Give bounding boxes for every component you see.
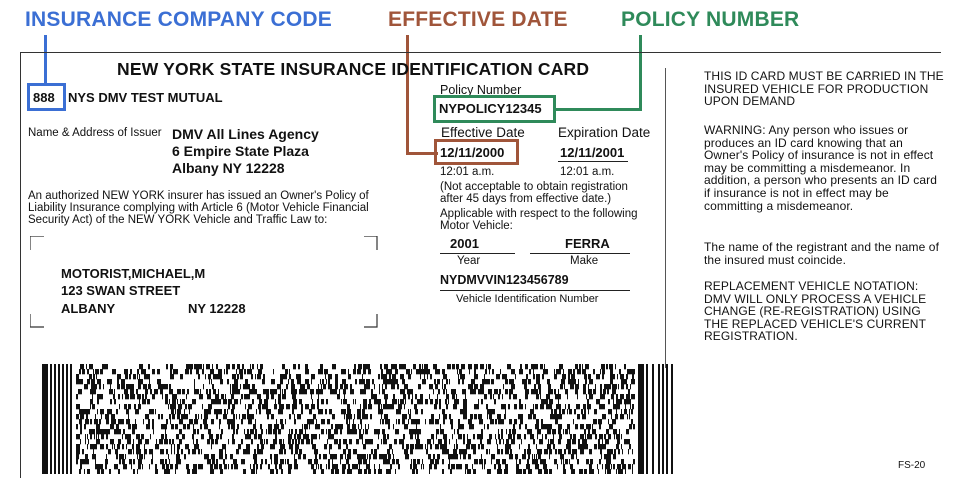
expiration-date-value: 12/11/2001 xyxy=(560,145,625,160)
vehicle-make-label: Make xyxy=(570,255,599,267)
column-divider xyxy=(665,68,666,368)
barcode-graphic xyxy=(42,364,674,474)
vin-label: Vehicle Identification Number xyxy=(456,293,599,305)
vin-underline xyxy=(440,290,630,291)
insured-state-zip: NY 12228 xyxy=(188,301,246,316)
statement-line-2: Liability Insurance complying with Article 6 (Motor Vehicle Financial xyxy=(28,202,369,214)
make-underline xyxy=(530,253,630,254)
vehicle-year: 2001 xyxy=(450,236,479,251)
registrant-notice: The name of the registrant and the name of the insured must coincide. xyxy=(704,240,940,267)
insurance-company-code-label: INSURANCE COMPANY CODE xyxy=(25,8,332,31)
statement-line-3: Security Act) of the NEW YORK Vehicle and Traffic Law to: xyxy=(28,214,328,226)
expiration-date-underline xyxy=(558,161,628,162)
form-number: FS-20 xyxy=(898,460,926,471)
effective-date-value: 12/11/2000 xyxy=(440,145,505,160)
not-acceptable-line-2: after 45 days from effective date.) xyxy=(440,193,612,205)
replacement-notice: REPLACEMENT VEHICLE NOTATION: DMV WILL ONLY PROCESS A VEHICLE CHANGE (RE-REGISTRATION) USING THE REPLACED VEHICLE'S CURRENT REGISTRATION. xyxy=(704,279,927,344)
company-name: NYS DMV TEST MUTUAL xyxy=(68,90,223,105)
company-code: 888 xyxy=(33,90,55,105)
vehicle-make: FERRA xyxy=(565,236,610,251)
issuer-label: Name & Address of Issuer xyxy=(28,127,162,139)
must-carry-notice: THIS ID CARD MUST BE CARRIED IN THE INSURED VEHICLE FOR PRODUCTION UPON DEMAND xyxy=(704,69,944,109)
pdf417-barcode xyxy=(42,364,674,474)
not-acceptable-line-1: (Not acceptable to obtain registration xyxy=(440,181,628,193)
expiration-time: 12:01 a.m. xyxy=(560,166,615,178)
policy-number-label: POLICY NUMBER xyxy=(621,8,800,31)
insured-city: ALBANY xyxy=(61,301,116,316)
card-title: NEW YORK STATE INSURANCE IDENTIFICATION CARD xyxy=(117,59,590,79)
insured-street: 123 SWAN STREET xyxy=(61,283,181,298)
vehicle-year-label: Year xyxy=(457,255,481,267)
policy-number-field-label: Policy Number xyxy=(440,83,522,97)
expiration-date-field-label: Expiration Date xyxy=(558,125,651,140)
insured-name: MOTORIST,MICHAEL,M xyxy=(61,266,206,281)
issuer-name: DMV All Lines Agency xyxy=(172,126,319,142)
warning-notice: WARNING: Any person who issues or produces an ID card knowing that an Owner's Policy of insurance is not in effect may be committing a misdemeanor. In addition, a person who presents an ID card if insurance is not in effect may be committing a misdemeanor. xyxy=(704,123,938,213)
issuer-city: Albany NY 12228 xyxy=(172,160,285,176)
effective-date-label: EFFECTIVE DATE xyxy=(388,8,568,31)
applicable-line-1: Applicable with respect to the following xyxy=(440,208,638,220)
effective-time: 12:01 a.m. xyxy=(440,166,495,178)
year-underline xyxy=(440,253,515,254)
applicable-line-2: Motor Vehicle: xyxy=(440,220,513,232)
statement-line-1: An authorized NEW YORK insurer has issued an Owner's Policy of xyxy=(28,190,369,202)
policy-number-value: NYPOLICY12345 xyxy=(439,101,542,116)
effective-date-field-label: Effective Date xyxy=(441,125,525,140)
issuer-street: 6 Empire State Plaza xyxy=(172,143,309,159)
vin-value: NYDMVVIN123456789 xyxy=(440,273,569,287)
